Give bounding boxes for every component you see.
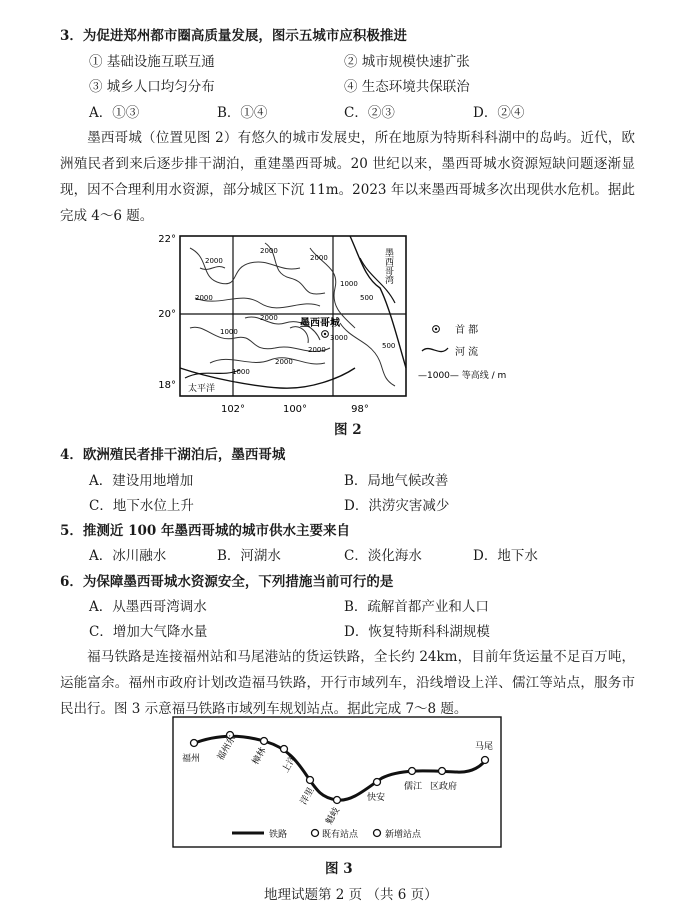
legend-existing-station-icon <box>312 830 319 837</box>
q4-option-c[interactable]: C．地下水位上升 <box>89 498 194 514</box>
station-new-icon <box>281 746 288 753</box>
page-footer: 地理试题第 2 页 （共 6 页） <box>264 887 438 903</box>
station-existing-icon <box>334 797 341 804</box>
lon-label-100: 100° <box>282 404 308 415</box>
q3-statement-1: ① 基础设施互联互通 <box>89 54 215 70</box>
station-new-icon <box>307 777 314 784</box>
legend-new-label: 新增站点 <box>385 830 422 840</box>
contour-label: 500 <box>382 342 396 350</box>
q3-option-c[interactable]: C．②③ <box>344 105 395 121</box>
lon-label-102: 102° <box>220 404 246 415</box>
contour-label: 2000 <box>275 358 293 366</box>
contour-label: 2000 <box>308 346 326 354</box>
q5-option-a[interactable]: A．冰川融水 <box>89 548 167 564</box>
station-existing-icon <box>191 740 198 747</box>
q4-option-d[interactable]: D．洪涝灾害减少 <box>344 498 450 514</box>
station-label: 快安 <box>367 793 386 803</box>
legend-river-label: 河 流 <box>455 347 479 358</box>
q3-stem: 3．为促进郑州都市圈高质量发展，图示五城市应积极推进 <box>60 28 407 44</box>
legend-river-icon <box>422 348 448 352</box>
capital-dot-icon <box>324 333 326 335</box>
q5-option-c[interactable]: C．淡化海水 <box>344 548 422 564</box>
figure3-railway-map <box>172 716 502 848</box>
station-label: 樟林 <box>250 746 269 767</box>
contour-label: 3000 <box>330 334 348 342</box>
figure2-map <box>150 228 540 416</box>
q6-option-a[interactable]: A．从墨西哥湾调水 <box>89 599 207 615</box>
contour-label: 2000 <box>260 314 278 322</box>
station-label: 上洋 <box>280 754 299 775</box>
q6-stem: 6．为保障墨西哥城水资源安全，下列措施当前可行的是 <box>60 574 394 590</box>
legend-contour-label: —1000— 等高线 / m <box>418 371 507 381</box>
q5-option-d[interactable]: D．地下水 <box>473 548 538 564</box>
station-new-icon <box>439 768 446 775</box>
contour-label: 2000 <box>195 294 213 302</box>
lat-label-22: 22° <box>158 234 176 245</box>
q3-statement-4: ④ 生态环境共保联治 <box>344 79 470 95</box>
station-label: 马尾 <box>475 742 494 752</box>
sea-label-pacific: 太平洋 <box>188 384 216 394</box>
q3-option-b[interactable]: B．①④ <box>217 105 268 121</box>
station-label: 魁岐 <box>324 805 343 827</box>
contour-label: 2000 <box>310 254 328 262</box>
passage-fuma-railway <box>60 644 635 722</box>
lat-label-18: 18° <box>158 380 176 391</box>
station-label: 福州 <box>182 754 201 764</box>
legend-railway-label: 铁路 <box>269 830 288 840</box>
passage-fuma-railway-text: 福马铁路是连接福州站和马尾港站的货运铁路，全长约 24km，目前年货运量不足百万吨，运能富余。福州市政府计划改造福马铁路，开行市域列车，沿线增设上洋、儒江等站点，服务市民出行。图 3 示意福马铁路市域列车规划站点。据此完成 7～8 题。 <box>60 649 635 717</box>
q3-option-a[interactable]: A．①③ <box>89 105 140 121</box>
contour-label: 2000 <box>205 257 223 265</box>
q4-option-b[interactable]: B．局地气候改善 <box>344 473 449 489</box>
legend-capital-label: 首 都 <box>455 325 479 336</box>
q4-stem: 4．欧洲殖民者排干湖泊后，墨西哥城 <box>60 447 286 463</box>
lat-label-20: 20° <box>158 309 176 320</box>
contour-label: 1000 <box>220 328 238 336</box>
station-existing-icon <box>482 757 489 764</box>
station-label: 洋里 <box>298 786 317 807</box>
legend-existing-label: 既有站点 <box>322 830 359 840</box>
city-label: 墨西哥城 <box>300 318 340 329</box>
q6-option-d[interactable]: D．恢复特斯科科湖规模 <box>344 624 490 640</box>
passage-mexico-city <box>60 125 635 229</box>
legend-capital-dot-icon <box>435 328 437 330</box>
q3-statement-3: ③ 城乡人口均匀分布 <box>89 79 215 95</box>
station-new-icon <box>409 768 416 775</box>
q4-option-a[interactable]: A．建设用地增加 <box>89 473 194 489</box>
station-new-icon <box>374 779 381 786</box>
legend-new-station-icon <box>374 830 381 837</box>
q3-option-d[interactable]: D．②④ <box>473 105 525 121</box>
passage-mexico-city-text: 墨西哥城（位置见图 2）有悠久的城市发展史，所在地原为特斯科科湖中的岛屿。近代，欧洲殖民者到来后逐步排干湖泊，重建墨西哥城。20 世纪以来，墨西哥城水资源短缺问题逐渐显现，因不合理利用水资源，部分城区下沉 11m。2023 年以来墨西哥城多次出现供水危机。据此完成 4～6 题。 <box>60 130 635 224</box>
station-label: 福州东 <box>215 734 239 763</box>
contour-label: 2000 <box>260 247 278 255</box>
q6-option-c[interactable]: C．增加大气降水量 <box>89 624 208 640</box>
station-label: 儒江 <box>404 782 423 792</box>
figure2-caption: 图 2 <box>334 422 362 438</box>
q3-statement-2: ② 城市规模快速扩张 <box>344 54 470 70</box>
q5-stem: 5．推测近 100 年墨西哥城的城市供水主要来自 <box>60 523 350 539</box>
sea-label-gulf: 墨西哥湾 <box>383 248 393 284</box>
lon-label-98: 98° <box>351 404 369 415</box>
q6-option-b[interactable]: B．疏解首都产业和人口 <box>344 599 489 615</box>
station-label: 区政府 <box>430 782 458 792</box>
contour-label: 1000 <box>232 368 250 376</box>
q5-option-b[interactable]: B．河湖水 <box>217 548 281 564</box>
station-new-icon <box>261 738 268 745</box>
figure3-caption: 图 3 <box>325 861 353 877</box>
contour-label: 500 <box>360 294 374 302</box>
contour-label: 1000 <box>340 280 358 288</box>
